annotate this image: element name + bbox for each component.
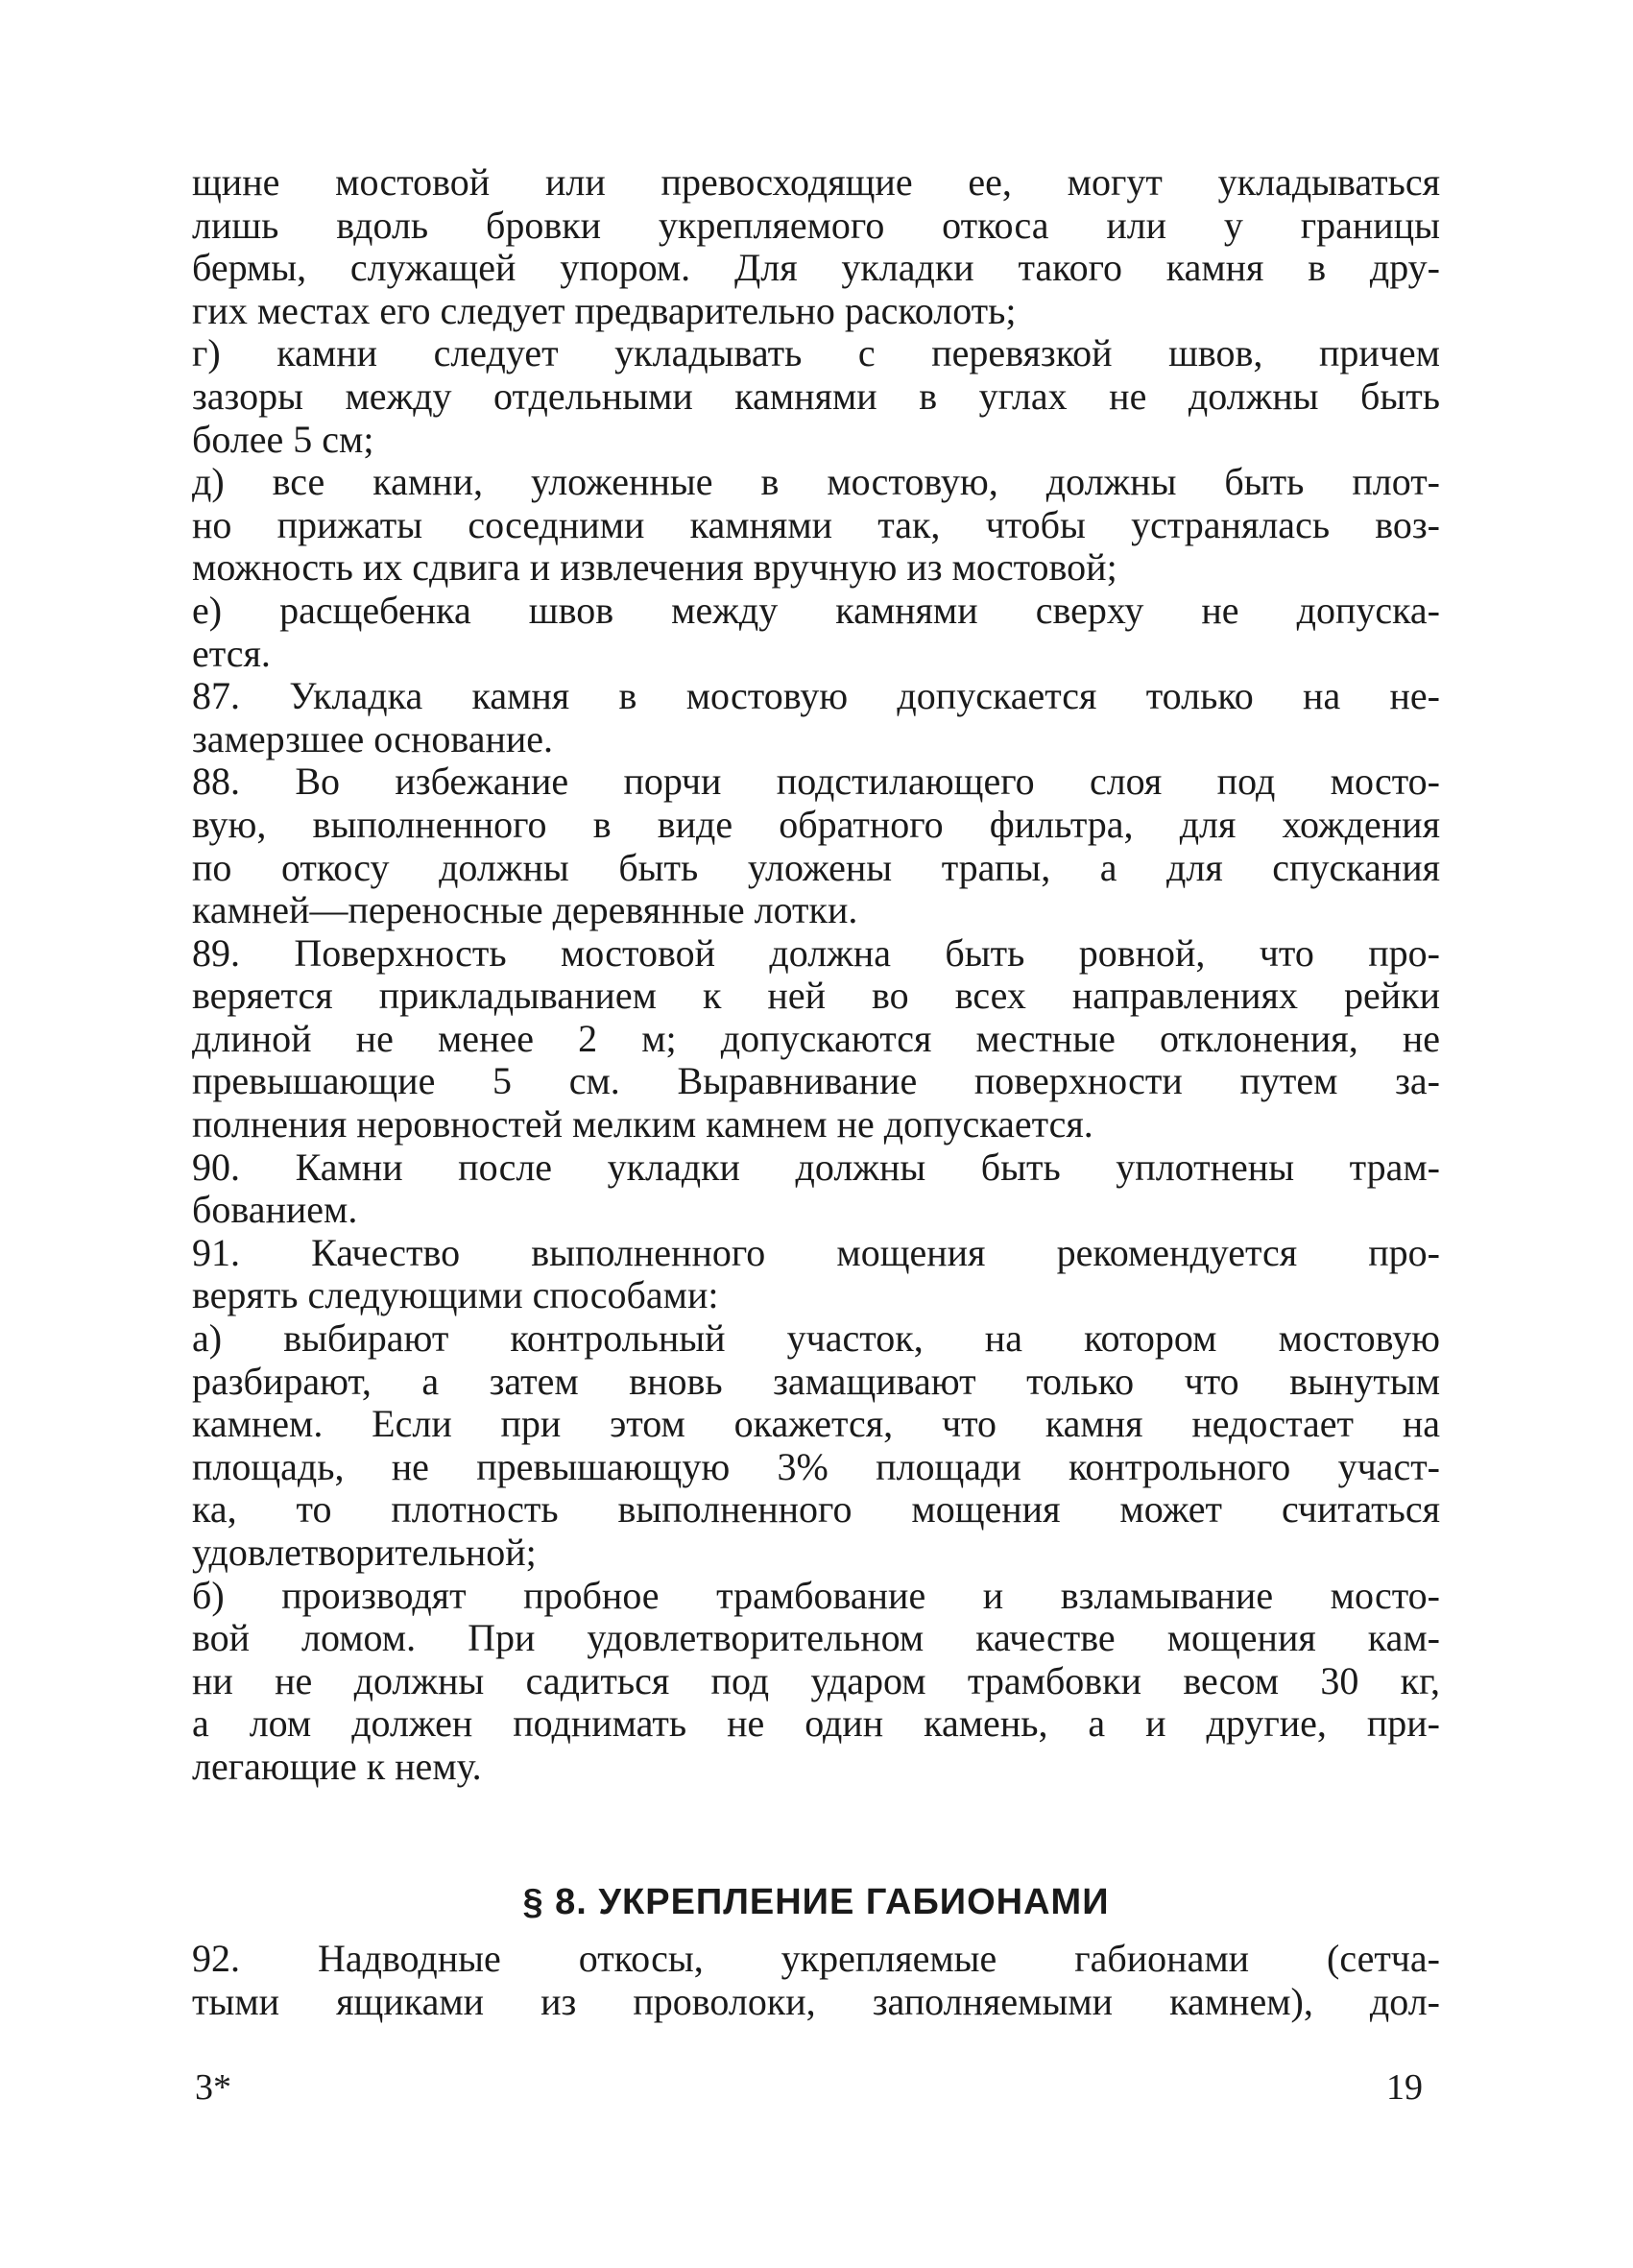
- text-line: гих местах его следует предварительно расколоть;: [192, 288, 1017, 332]
- text-line: 91. Качество выполненного мощения рекомендуется про-: [192, 1230, 1440, 1274]
- text-line: превышающие 5 см. Выравнивание поверхности путем за-: [192, 1059, 1440, 1103]
- text-line: бермы, служащей упором. Для укладки такого камня в дру-: [192, 246, 1440, 290]
- text-line: г) камни следует укладывать с перевязкой швов, причем: [192, 331, 1440, 375]
- text-line: разбирают, а затем вновь замащивают только что вынутым: [192, 1359, 1440, 1403]
- text-line: зазоры между отдельными камнями в углах не должны быть: [192, 374, 1440, 418]
- section-heading: § 8. УКРЕПЛЕНИЕ ГАБИОНАМИ: [522, 1882, 1110, 1922]
- text-line: а лом должен поднимать не один камень, а и другие, при-: [192, 1701, 1440, 1746]
- page-number: 19: [1386, 2067, 1423, 2108]
- text-line: 89. Поверхность мостовой должна быть ровной, что про-: [192, 930, 1440, 975]
- text-line: верять следующими способами:: [192, 1273, 719, 1317]
- text-line: веряется прикладыванием к ней во всех направлениях рейки: [192, 974, 1440, 1018]
- text-line: 88. Во избежание порчи подстилающего слоя под мосто-: [192, 760, 1440, 804]
- text-line: 92. Надводные откосы, укрепляемые габионами (сетча-: [192, 1937, 1440, 1980]
- text-line: тыми ящиками из проволоки, заполняемыми камнем), дол-: [192, 1979, 1440, 2023]
- text-line: камнем. Если при этом окажется, что камня недостает на: [192, 1402, 1440, 1446]
- body-text: [192, 161, 1440, 1789]
- text-line: а) выбирают контрольный участок, на котором мостовую: [192, 1316, 1440, 1361]
- text-line: вой ломом. При удовлетворительном качестве мощения кам-: [192, 1616, 1440, 1660]
- text-line: но прижаты соседними камнями так, чтобы устранялась воз-: [192, 502, 1440, 546]
- text-line: лишь вдоль бровки укрепляемого откоса или у границы: [192, 203, 1440, 247]
- text-line: полнения неровностей мелким камнем не допускается.: [192, 1102, 1093, 1146]
- text-line: д) все камни, уложенные в мостовую, должны быть плот-: [192, 460, 1440, 504]
- text-line: вую, выполненного в виде обратного фильтра, для хождения: [192, 802, 1440, 846]
- text-line: б) производят пробное трамбование и взламывание мосто-: [192, 1573, 1440, 1617]
- text-line: ется.: [192, 631, 271, 675]
- text-line: можность их сдвига и извлечения вручную из мостовой;: [192, 545, 1117, 590]
- text-line: е) расщебенка швов между камнями сверху не допуска-: [192, 588, 1440, 632]
- text-line: удовлетворительной;: [192, 1531, 537, 1574]
- signature-mark: 3*: [195, 2067, 231, 2108]
- text-line: по откосу должны быть уложены трапы, а для спускания: [192, 845, 1440, 889]
- text-line: камней—переносные деревянные лотки.: [192, 888, 858, 932]
- text-line: бованием.: [192, 1188, 358, 1232]
- text-line: ни не должны садиться под ударом трамбовки весом 30 кг,: [192, 1658, 1440, 1702]
- text-line: площадь, не превышающую 3% площади контрольного участ-: [192, 1444, 1440, 1488]
- text-line: щине мостовой или превосходящие ее, могут укладываться: [192, 160, 1440, 204]
- text-line: ка, то плотность выполненного мощения может считаться: [192, 1487, 1440, 1532]
- text-line: 87. Укладка камня в мостовую допускается только на не-: [192, 674, 1440, 718]
- text-line: длиной не менее 2 м; допускаются местные отклонения, не: [192, 1016, 1440, 1060]
- text-line: замерзшее основание.: [192, 716, 554, 760]
- text-line: легающие к нему.: [192, 1744, 482, 1788]
- paragraph-92-start: [192, 1938, 1440, 2023]
- text-line: более 5 см;: [192, 417, 374, 461]
- section-heading-container: [192, 1882, 1440, 1923]
- text-line: 90. Камни после укладки должны быть уплотнены трам-: [192, 1145, 1440, 1189]
